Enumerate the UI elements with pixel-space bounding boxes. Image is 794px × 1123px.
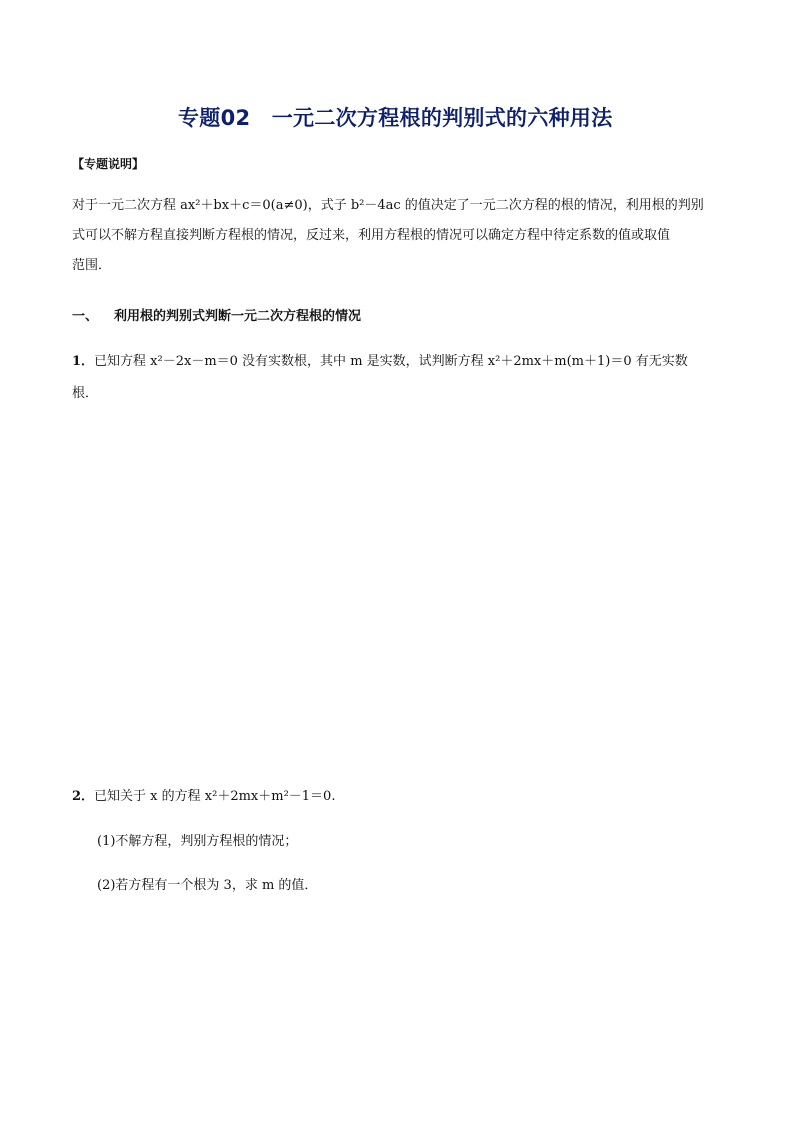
intro-line: 对于一元二次方程 ax²＋bx＋c＝0(a≠0)，式子 b²－4ac 的值决定了一元二次方程的根的情况，利用根的判别 (72, 198, 704, 213)
question-number: 1． (72, 354, 95, 369)
question-text: 已知关于 x 的方程 x²＋2mx＋m²－1＝0. (94, 789, 336, 804)
intro-paragraph (72, 191, 727, 281)
page-title: 专题02 一元二次方程根的判别式的六种用法 (178, 106, 613, 130)
question-number: 2． (72, 789, 95, 804)
question-2-part-2: (2)若方程有一个根为 3，求 m 的值． (97, 878, 318, 893)
section-heading-number: 一、 (72, 309, 99, 324)
intro-line: 式可以不解方程直接判断方程根的情况，反过来，利用方程根的情况可以确定方程中待定系数的值或取值 (72, 228, 671, 243)
question-text: 已知方程 x²－2x－m＝0 没有实数根，其中 m 是实数，试判断方程 x²＋2mx＋m(m＋1)＝0 有无实数 (94, 354, 688, 369)
section-heading-1 (72, 305, 361, 324)
question-1 (72, 346, 732, 410)
intro-line: 范围． (72, 258, 112, 273)
question-text: 根． (72, 386, 99, 401)
question-2 (72, 785, 335, 809)
section-heading-text: 利用根的判别式判断一元二次方程根的情况 (114, 309, 362, 324)
section-label: 【专题说明】 (72, 157, 145, 171)
question-2-part-1: (1)不解方程，判别方程根的情况； (97, 834, 298, 849)
